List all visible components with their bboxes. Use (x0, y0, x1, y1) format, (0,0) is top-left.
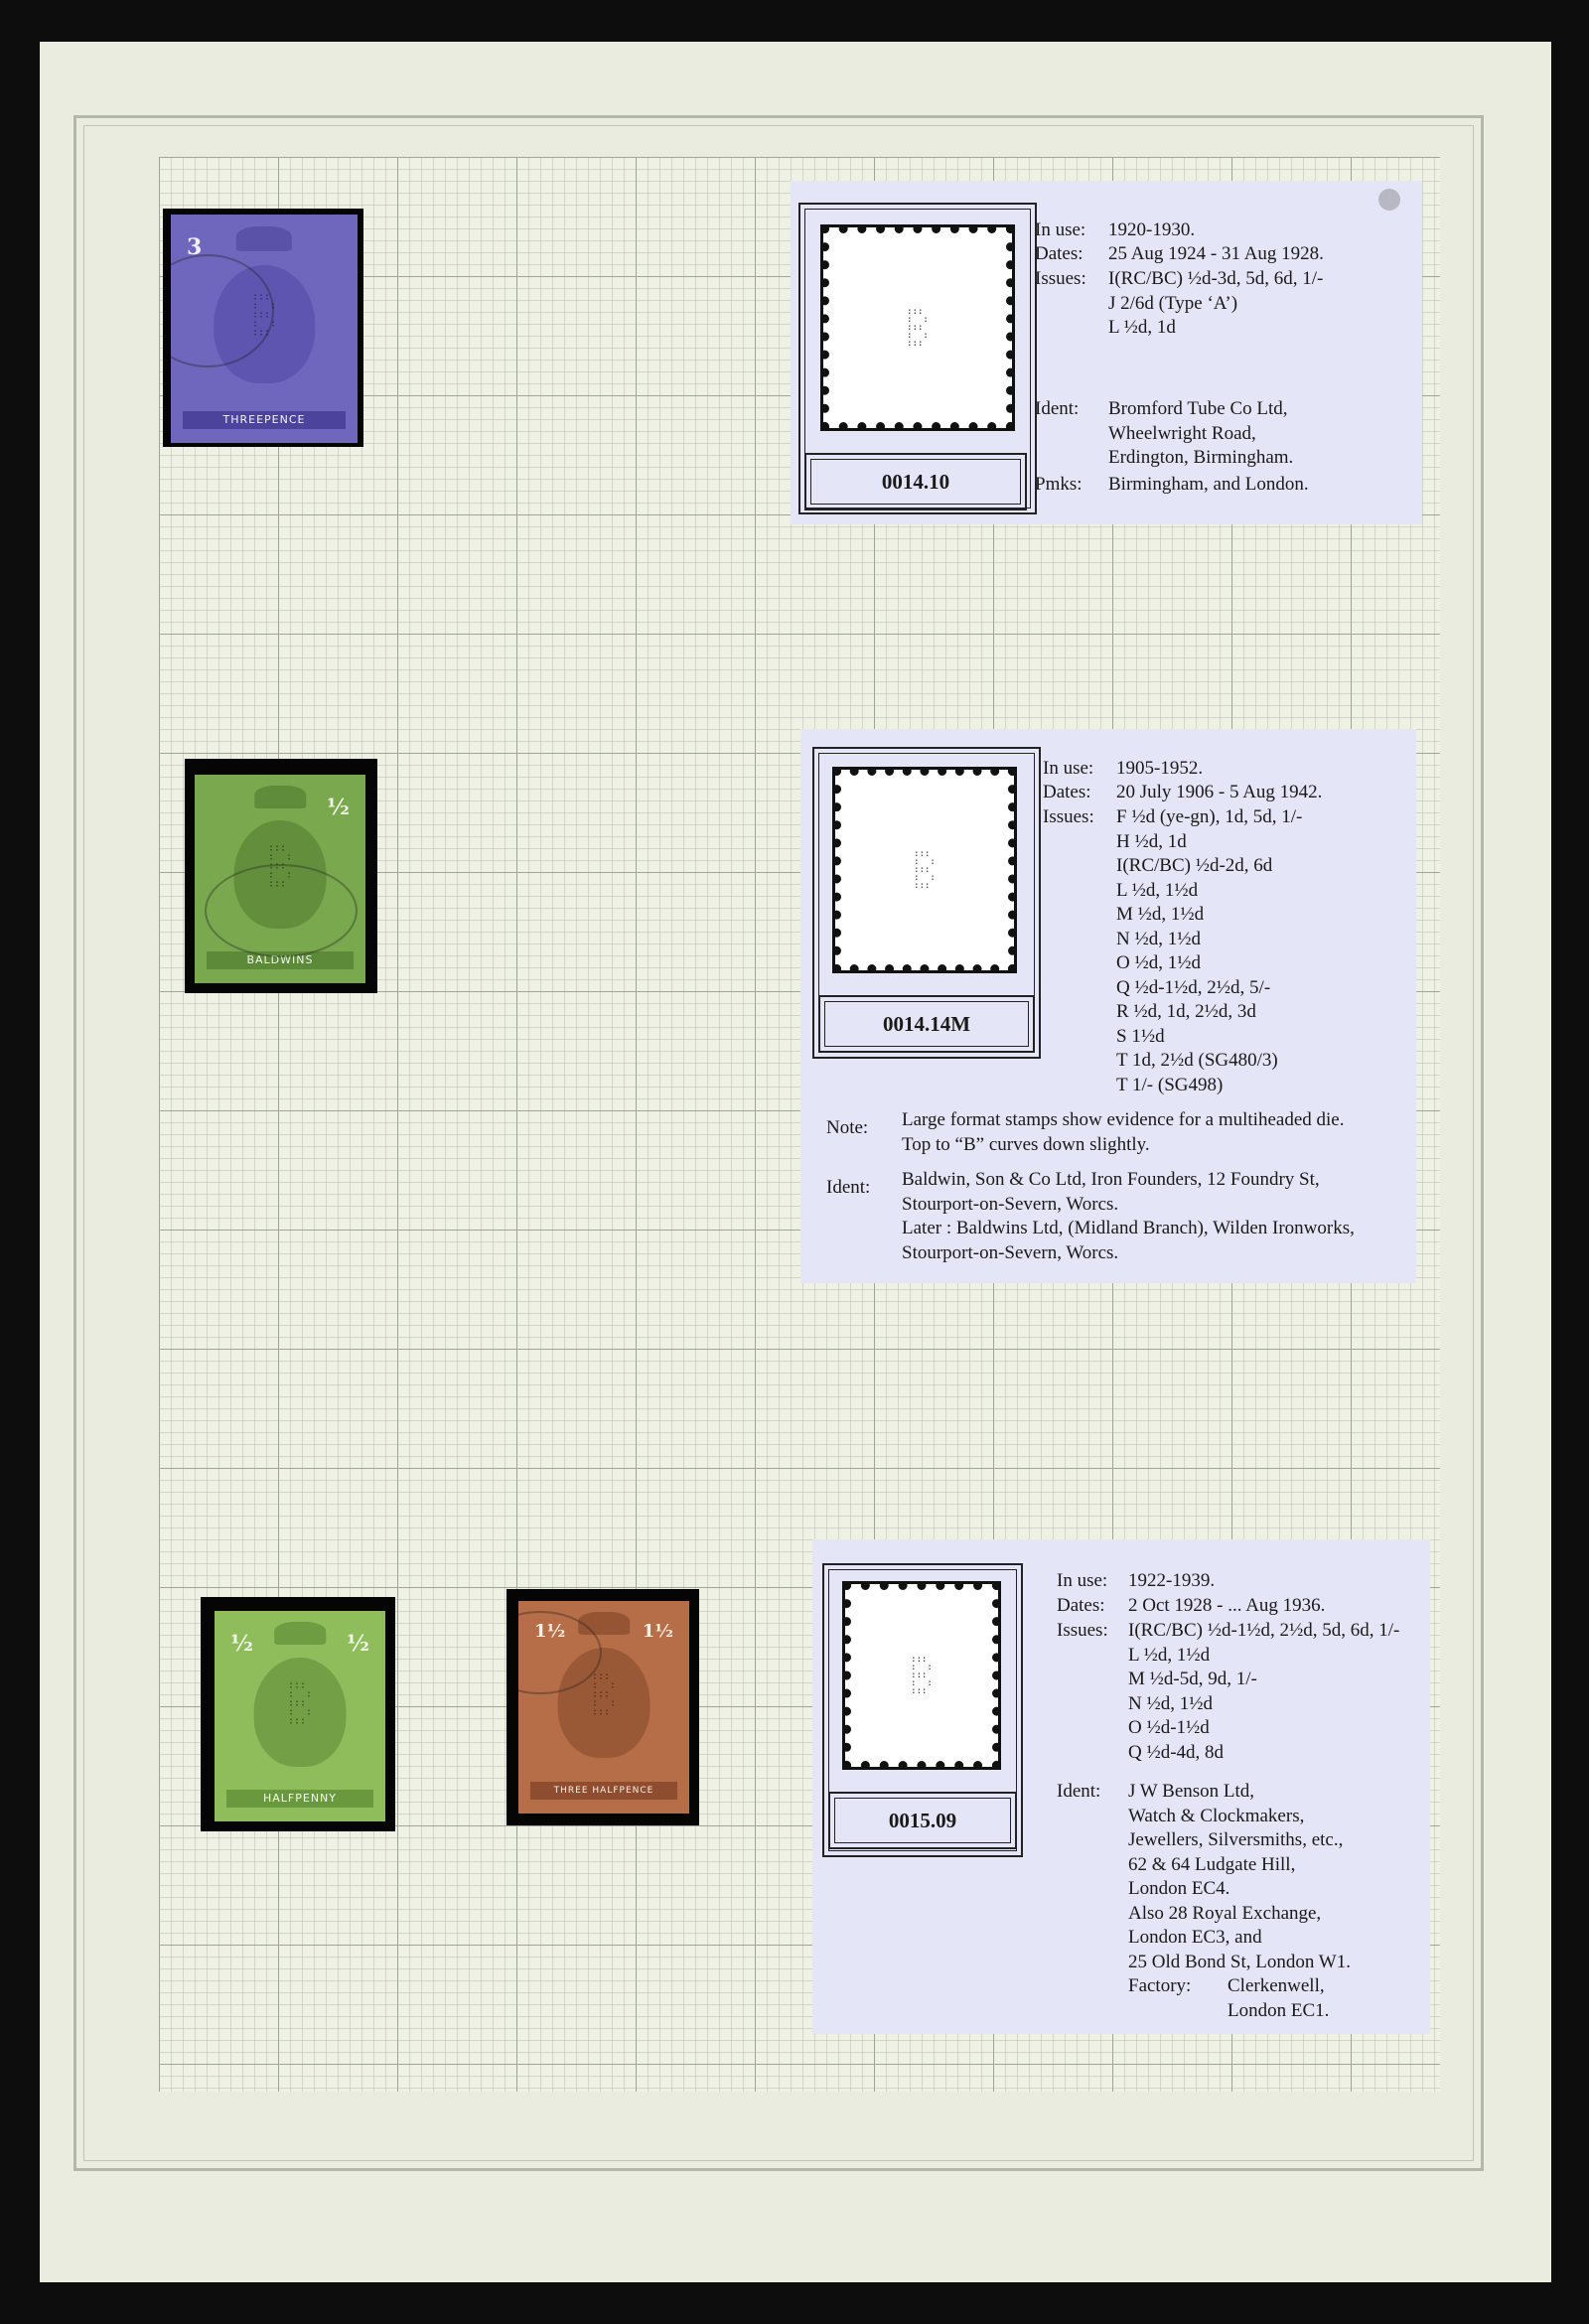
ident-line: 25 Old Bond St, London W1. (1128, 1951, 1351, 1972)
pmks-value: Birmingham, and London. (1108, 474, 1309, 495)
factory-line: Clerkenwell, (1228, 1975, 1325, 1996)
ident-line: Wheelwright Road, (1108, 422, 1256, 444)
issue-line: H ½d, 1d (1116, 830, 1187, 852)
issue-line: Q ½d-4d, 8d (1128, 1741, 1225, 1763)
ident-label: Ident: (826, 1177, 871, 1198)
issue-line: M ½d-5d, 9d, 1/- (1128, 1669, 1257, 1689)
factory-label: Factory: (1128, 1975, 1192, 1996)
crown-icon (274, 1622, 326, 1645)
perfin-stamp-outline-icon (820, 224, 1015, 431)
in-use-value: 1920-1930. (1108, 219, 1196, 240)
value-left: 3 (187, 234, 203, 260)
dates-label: Dates: (1057, 1595, 1105, 1616)
ident-line: Jewellers, Silversmiths, etc., (1128, 1829, 1344, 1850)
issue-line: O ½d, 1½d (1116, 952, 1201, 973)
perfin-card-0015-09 (812, 1539, 1430, 2034)
issues-label: Issues: (1043, 806, 1094, 827)
value-tablet: HALFPENNY (226, 1790, 373, 1808)
perfin-b-icon: ::: : : ::: : : ::: (287, 1679, 313, 1727)
issue-line: I(RC/BC) ½d-2d, 6d (1116, 855, 1273, 876)
issue-line: S 1½d (1116, 1025, 1165, 1047)
issue-line: T 1/- (SG498) (1116, 1074, 1224, 1095)
note-line: Large format stamps show evidence for a multiheaded die. (902, 1109, 1345, 1130)
crown-icon (236, 226, 292, 251)
issue-line: I(RC/BC) ½d-3d, 5d, 6d, 1/- (1108, 268, 1324, 289)
value-tablet: BALDWINS (207, 951, 354, 969)
value-left: 1½ (534, 1621, 566, 1642)
perfin-b-icon: ::: : : ::: : : ::: (591, 1670, 617, 1718)
postmark-icon (205, 864, 358, 957)
catalogue-ref-box (828, 1792, 1017, 1849)
in-use-value: 1922-1939. (1128, 1570, 1216, 1591)
ident-label: Ident: (1057, 1781, 1101, 1802)
issue-line: N ½d, 1½d (1128, 1692, 1213, 1714)
factory-line: London EC1. (1228, 1999, 1330, 2021)
stamp-three-halfpence[interactable] (518, 1601, 689, 1814)
ident-line: Stourport-on-Severn, Worcs. (902, 1193, 1119, 1215)
dates-label: Dates: (1043, 782, 1091, 802)
value-left: ½ (230, 1631, 253, 1657)
value-tablet: THREEPENCE (183, 411, 346, 429)
perfin-card-0014-14m (800, 729, 1416, 1283)
ident-text (902, 1168, 1355, 1265)
issue-line: T 1d, 2½d (SG480/3) (1116, 1050, 1278, 1071)
ident-line: London EC3, and (1128, 1927, 1262, 1948)
ident-line: Also 28 Royal Exchange, (1128, 1902, 1322, 1924)
issues-list (1128, 1619, 1399, 1765)
stamp-halfpenny-1[interactable] (195, 775, 365, 983)
stamp-halfpenny-2[interactable] (215, 1611, 385, 1821)
value-right: ½ (347, 1631, 369, 1657)
in-use-label: In use: (1057, 1570, 1108, 1591)
value-right: 1½ (642, 1621, 673, 1642)
issues-label: Issues: (1035, 268, 1086, 289)
catalogue-ref: 0015.09 (888, 1809, 957, 1832)
perfin-card-0014-10 (791, 181, 1422, 524)
ident-label: Ident: (1035, 398, 1080, 419)
catalogue-ref: 0014.14M (882, 1012, 971, 1036)
issues-list (1116, 805, 1302, 1097)
ident-line: Erdington, Birmingham. (1108, 447, 1294, 468)
dates-value: 25 Aug 1924 - 31 Aug 1928. (1108, 243, 1324, 264)
issue-line: J 2/6d (Type ‘A’) (1108, 292, 1238, 314)
perfin-stamp-outline-icon (842, 1581, 1001, 1770)
issue-line: F ½d (ye-gn), 1d, 5d, 1/- (1116, 806, 1303, 827)
in-use-label: In use: (1035, 219, 1086, 240)
value-right: ½ (327, 795, 350, 820)
issue-line: O ½d-1½d (1128, 1717, 1210, 1738)
issue-line: R ½d, 1d, 2½d, 3d (1116, 1001, 1256, 1022)
perfin-b-icon: ::: : : ::: : : ::: (267, 842, 293, 890)
perfin-letter-b-icon: ::: : : ::: : : ::: (907, 307, 929, 349)
ident-text (1128, 1780, 1351, 1974)
ident-line: London EC4. (1128, 1878, 1230, 1899)
ident-line: Later : Baldwins Ltd, (Midland Branch), Wilden Ironworks, (902, 1218, 1355, 1238)
hole-dot-icon (1378, 189, 1400, 211)
issue-line: L ½d, 1½d (1128, 1644, 1211, 1666)
issues-label: Issues: (1057, 1620, 1108, 1641)
dates-label: Dates: (1035, 243, 1083, 264)
in-use-value: 1905-1952. (1116, 758, 1204, 779)
ident-line: 62 & 64 Ludgate Hill, (1128, 1853, 1296, 1875)
issue-line: N ½d, 1½d (1116, 928, 1201, 949)
in-use-label: In use: (1043, 758, 1094, 779)
issues-list (1108, 267, 1323, 341)
ident-line: Bromford Tube Co Ltd, (1108, 398, 1288, 419)
issue-line: M ½d, 1½d (1116, 904, 1205, 925)
ident-line: Stourport-on-Severn, Worcs. (902, 1241, 1119, 1263)
crown-icon (254, 786, 306, 808)
perfin-b-icon: ::: : : ::: : : ::: (251, 291, 277, 339)
catalogue-ref-box (804, 453, 1027, 510)
value-tablet: THREE HALFPENCE (530, 1782, 677, 1800)
ident-line: Watch & Clockmakers, (1128, 1805, 1305, 1826)
note-label: Note: (826, 1117, 869, 1138)
ident-line: Baldwin, Son & Co Ltd, Iron Founders, 12 Foundry St, (902, 1169, 1320, 1190)
dates-value: 20 July 1906 - 5 Aug 1942. (1116, 782, 1323, 802)
stamp-threepence[interactable] (171, 215, 358, 443)
perfin-letter-b-icon: ::: : : ::: : : ::: (911, 1655, 933, 1696)
issue-line: Q ½d-1½d, 2½d, 5/- (1116, 976, 1271, 998)
pmks-label: Pmks: (1035, 474, 1083, 495)
dates-value: 2 Oct 1928 - ... Aug 1936. (1128, 1595, 1326, 1616)
perfin-stamp-outline-icon (832, 767, 1017, 973)
note-line: Top to “B” curves down slightly. (902, 1133, 1150, 1155)
note-text (902, 1108, 1344, 1157)
issue-line: L ½d, 1½d (1116, 879, 1199, 901)
catalogue-ref: 0014.10 (881, 470, 950, 494)
factory-text (1228, 1974, 1329, 2023)
ident-line: J W Benson Ltd, (1128, 1781, 1255, 1802)
issue-line: L ½d, 1d (1108, 317, 1176, 338)
issue-line: I(RC/BC) ½d-1½d, 2½d, 5d, 6d, 1/- (1128, 1620, 1400, 1641)
perfin-letter-b-icon: ::: : : ::: : : ::: (914, 849, 936, 891)
ident-text (1108, 397, 1293, 471)
catalogue-ref-box (818, 995, 1035, 1053)
